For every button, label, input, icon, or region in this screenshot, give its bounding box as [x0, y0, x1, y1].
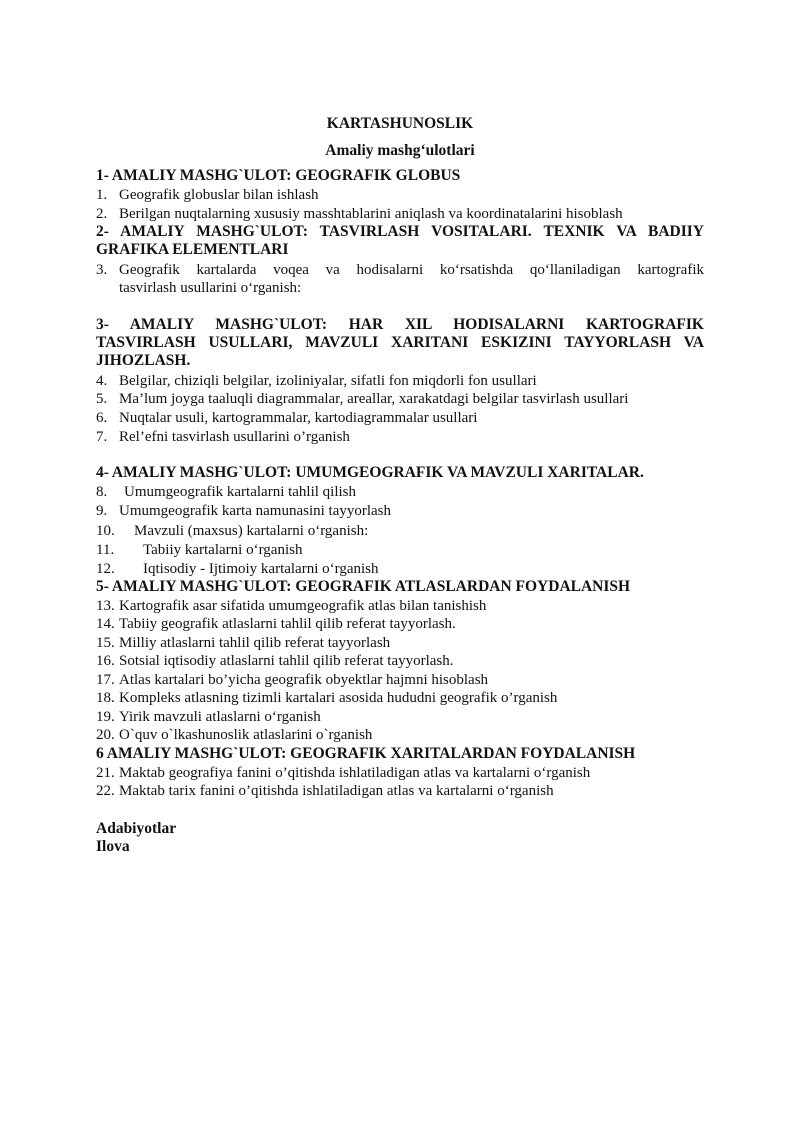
list-item: 8. Umumgeografik kartalarni tahlil qilish: [96, 484, 357, 500]
list-item: 10. Mavzuli (maxsus) kartalarni o‘rganish:: [96, 523, 369, 539]
list-item: 11. Tabiiy kartalarni o‘rganish: [96, 542, 303, 558]
list-item: 9. Umumgeografik karta namunasini tayyorlash: [96, 503, 392, 519]
references-heading: Adabiyotlar: [96, 820, 177, 837]
list-item: 17. Atlas kartalari bo’yicha geografik obyektlar hajmni hisoblash: [96, 672, 489, 688]
list-item: 12. Iqtisodiy - Ijtimoiy kartalarni o‘rganish: [96, 561, 379, 577]
list-item: 7. Rel’efni tasvirlash usullarini o’rganish: [96, 429, 350, 445]
section-2-heading: 2- AMALIY MASHG`ULOT: TASVIRLASH VOSITALARI. TEXNIK VA BADIIY GRAFIKA ELEMENTLARI: [96, 223, 704, 258]
list-item: 6. Nuqtalar usuli, kartogrammalar, kartodiagrammalar usullari: [96, 410, 478, 426]
section-5-heading: 5- AMALIY MASHG`ULOT: GEOGRAFIK ATLASLARDAN FOYDALANISH: [96, 578, 631, 595]
section-3-heading: 3- AMALIY MASHG`ULOT: HAR XIL HODISALARNI KARTOGRAFIK TASVIRLASH USULLARI, MAVZULI XARITANI ESKIZINI TAYYORLASH VA JIHOZLASH.: [96, 316, 704, 369]
list-item: 13. Kartografik asar sifatida umumgeografik atlas bilan tanishish: [96, 598, 487, 614]
list-item: 4. Belgilar, chiziqli belgilar, izoliniyalar, sifatli fon miqdorli fon usullari: [96, 373, 537, 389]
list-item: 5. Ma’lum joyga taaluqli diagrammalar, areallar, xarakatdagi belgilar tasvirlash usullari: [96, 391, 629, 407]
list-item: 3. Geografik kartalarda voqea va hodisalarni ko‘rsatishda qo‘llaniladigan kartografik tasvirlash usullarini o‘rganish:: [96, 262, 704, 296]
list-item: 22. Maktab tarix fanini o’qitishda ishlatiladigan atlas va kartalarni o‘rganish: [96, 783, 554, 799]
list-item: 19. Yirik mavzuli atlaslarni o‘rganish: [96, 709, 321, 725]
list-item: 18. Kompleks atlasning tizimli kartalari asosida hududni geografik o’rganish: [96, 690, 558, 706]
list-item: 21. Maktab geografiya fanini o’qitishda ishlatiladigan atlas va kartalarni o‘rganish: [96, 765, 591, 781]
list-item: 20. O`quv o`lkashunoslik atlaslarini o`rganish: [96, 727, 373, 743]
section-1-heading: 1- AMALIY MASHG`ULOT: GEOGRAFIK GLOBUS: [96, 167, 461, 184]
list-item: 15. Milliy atlaslarni tahlil qilib referat tayyorlash: [96, 635, 391, 651]
section-6-heading: 6 AMALIY MASHG`ULOT: GEOGRAFIK XARITALARDAN FOYDALANISH: [96, 745, 636, 762]
document-subtitle: Amaliy mashg‘ulotlari: [325, 142, 475, 159]
document-title: KARTASHUNOSLIK: [326, 115, 474, 132]
section-4-heading: 4- AMALIY MASHG`ULOT: UMUMGEOGRAFIK VA MAVZULI XARITALAR.: [96, 464, 644, 481]
list-item: 16. Sotsial iqtisodiy atlaslarni tahlil qilib referat tayyorlash.: [96, 653, 454, 669]
list-item: 2. Berilgan nuqtalarning xususiy masshtablarini aniqlash va koordinatalarini hisoblash: [96, 206, 623, 222]
list-item: 1. Geografik globuslar bilan ishlash: [96, 187, 319, 203]
list-item: 14. Tabiiy geografik atlaslarni tahlil qilib referat tayyorlash.: [96, 616, 456, 632]
appendix-heading: Ilova: [96, 838, 130, 855]
